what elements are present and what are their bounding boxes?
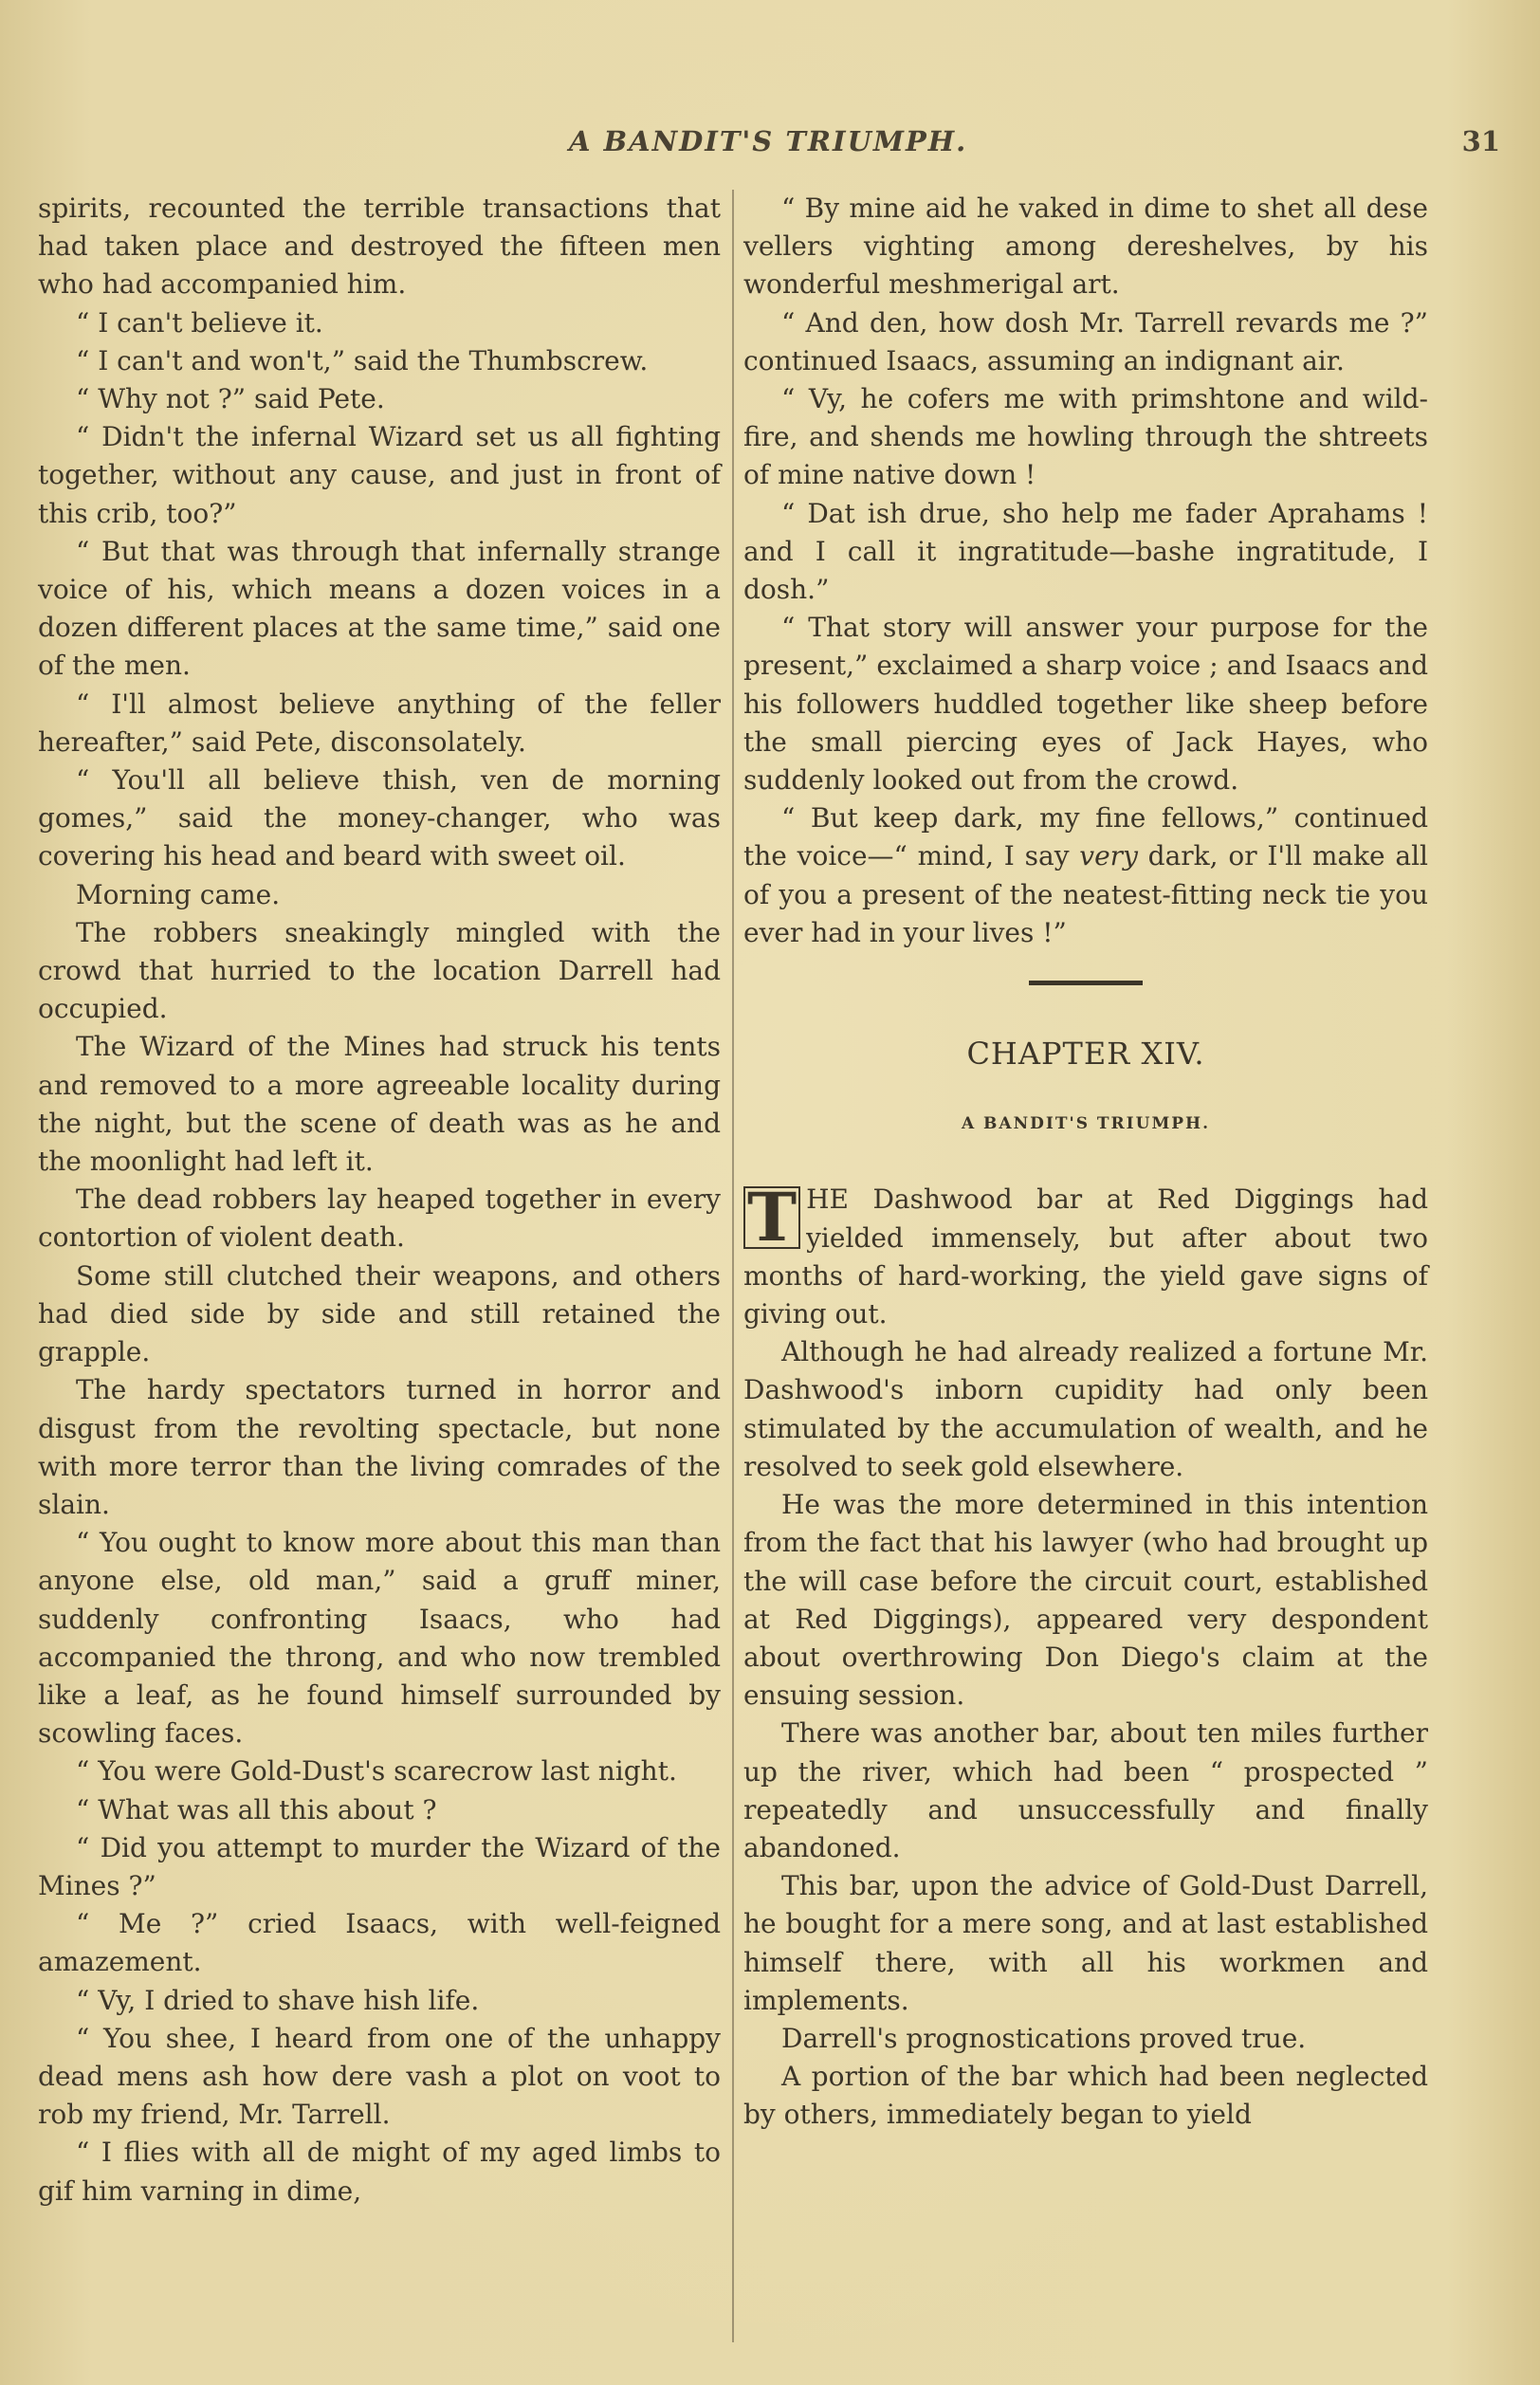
chapter-subtitle: A BANDIT'S TRIUMPH. bbox=[961, 1114, 1211, 1134]
paragraph-quote bbox=[743, 799, 1428, 952]
quote-emphasis: very bbox=[1079, 840, 1138, 872]
running-head bbox=[38, 125, 1517, 167]
paragraph: There was another bar, about ten miles further up the river, which had been “ prospected ” repeatedly and unsuccessfully and finally abandoned. bbox=[743, 1717, 1428, 1863]
right-column bbox=[743, 190, 1428, 2135]
paragraph: “ You ought to know more about this man than anyone else, old man,” said a gruff miner, suddenly confronting Isaacs, who had accompanied the throng, and who now trembled like a leaf, as he found himself surrounded by scowling faces. bbox=[38, 1527, 721, 1750]
paragraph: Darrell's prognostications proved true. bbox=[781, 2022, 1307, 2054]
paragraph: This bar, upon the advice of Gold-Dust Darrell, he bought for a mere song, and at last established himself there, with all his workmen and implements. bbox=[743, 1870, 1428, 2016]
paragraph: “ I can't and won't,” said the Thumbscrew. bbox=[76, 344, 649, 376]
left-column bbox=[38, 190, 721, 2211]
paragraph: Some still clutched their weapons, and others had died side by side and still retained the grapple. bbox=[38, 1259, 721, 1368]
paragraph: The Wizard of the Mines had struck his tents and removed to a more agreeable locality during the night, but the scene of death was as he and the moonlight had left it. bbox=[38, 1031, 721, 1178]
paragraph: “ I'll almost believe anything of the feller hereafter,” said Pete, disconsolately. bbox=[38, 688, 721, 758]
paragraph: “ By mine aid he vaked in dime to shet all dese vellers vighting among dereshelves, by his wonderful meshmerigal art. bbox=[743, 193, 1428, 301]
paragraph: “ You'll all believe thish, ven de morning gomes,” said the money-changer, who was covering his head and beard with sweet oil. bbox=[38, 764, 721, 872]
paragraph: The dead robbers lay heaped together in every contortion of violent death. bbox=[38, 1183, 721, 1254]
paragraph: “ Did you attempt to murder the Wizard of the Mines ?” bbox=[38, 1831, 721, 1901]
paragraph: “ Vy, I dried to shave hish life. bbox=[76, 1984, 480, 2016]
paragraph: “ You shee, I heard from one of the unhappy dead mens ash how dere vash a plot on voot to rob my friend, Mr. Tarrell. bbox=[38, 2022, 721, 2131]
paragraph: He was the more determined in this intention from the fact that his lawyer (who had brought up the will case before the circuit court, established at Red Diggings), appeared very despondent about overthrowing Don Diego's claim at the ensuing session. bbox=[743, 1489, 1428, 1712]
drop-cap: T bbox=[743, 1186, 800, 1249]
page-number: 31 bbox=[1461, 125, 1500, 157]
paragraph: spirits, recounted the terrible transactions that had taken place and destroyed the fifteen men who had accompanied him. bbox=[38, 193, 721, 301]
paragraph: “ You were Gold-Dust's scarecrow last night. bbox=[76, 1755, 677, 1788]
paragraph: “ Me ?” cried Isaacs, with well-feigned amazement. bbox=[38, 1908, 721, 1978]
paragraph: The robbers sneakingly mingled with the crowd that hurried to the location Darrell had occupied. bbox=[38, 916, 721, 1025]
chapter-opening-paragraph bbox=[743, 1178, 1428, 1333]
paragraph: A portion of the bar which had been neglected by others, immediately began to yield bbox=[743, 2061, 1428, 2131]
paragraph: The hardy spectators turned in horror and disgust from the revolting spectacle, but none with more terror than the living comrades of the slain. bbox=[38, 1374, 721, 1520]
paragraph: “ Vy, he cofers me with primshtone and wild-fire, and shends me howling through the shtreets of mine native down ! bbox=[743, 383, 1428, 491]
paragraph: “ But that was through that infernally strange voice of his, which means a dozen voices in a dozen different places at the same time,” said one of the men. bbox=[38, 535, 721, 682]
paragraph: “ What was all this about ? bbox=[76, 1793, 437, 1825]
paragraph: “ And den, how dosh Mr. Tarrell revards me ?” continued Isaacs, assuming an indignant air. bbox=[743, 306, 1428, 376]
section-rule bbox=[1029, 981, 1143, 985]
running-title: A BANDIT'S TRIUMPH. bbox=[569, 125, 968, 157]
chapter-title: CHAPTER XIV. bbox=[966, 1036, 1205, 1073]
column-divider bbox=[732, 190, 734, 2342]
paragraph: “ I can't believe it. bbox=[76, 306, 323, 339]
chapter-opening-text: HE Dashwood bar at Red Diggings had yielded immensely, but after about two months of hard-working, the yield gave signs of giving out. bbox=[743, 1183, 1428, 1330]
paragraph: “ Why not ?” said Pete. bbox=[76, 383, 385, 415]
paragraph: “ Dat ish drue, sho help me fader Aprahams ! and I call it ingratitude—bashe ingratitude, I dosh.” bbox=[743, 497, 1428, 606]
paragraph: “ That story will answer your purpose for the present,” exclaimed a sharp voice ; and Isaacs and his followers huddled together like sheep before the small piercing eyes of Jack Hayes, who suddenly looked out from the crowd. bbox=[743, 612, 1428, 797]
paragraph: “ Didn't the infernal Wizard set us all fighting together, without any cause, and just in front of this crib, too?” bbox=[38, 421, 721, 529]
paragraph: “ I flies with all de might of my aged limbs to gif him varning in dime, bbox=[38, 2137, 721, 2207]
quote-before: “ But keep dark, my fine fellows,” continued the voice—“ mind, I say bbox=[743, 802, 1428, 872]
paragraph: Although he had already realized a fortune Mr. Dashwood's inborn cupidity had only been stimulated by the accumulation of wealth, and he resolved to seek gold elsewhere. bbox=[743, 1336, 1428, 1482]
paragraph: Morning came. bbox=[76, 878, 281, 910]
quote-after: dark, or I'll make all of you a present of the neatest-fitting neck tie you ever had in your lives !” bbox=[743, 840, 1428, 948]
